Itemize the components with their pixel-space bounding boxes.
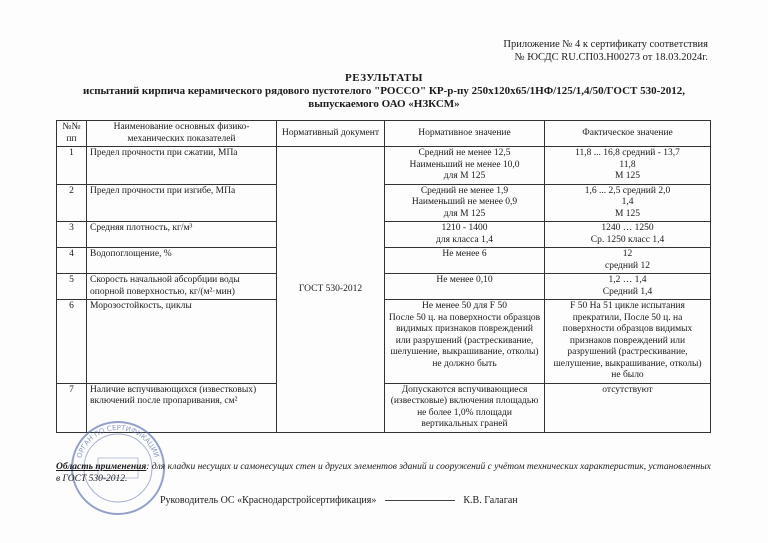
document-title <box>60 72 708 111</box>
signature-block <box>160 495 680 507</box>
actual-value <box>545 147 711 185</box>
row-number: 1 <box>57 147 87 185</box>
normative-value <box>385 147 545 185</box>
scope-of-application <box>56 461 712 485</box>
table-row <box>57 147 711 185</box>
actual-value <box>545 222 711 248</box>
normative-value-line: Наименьший не менее 10,0 <box>409 159 520 170</box>
header-doc: Нормативный документ <box>277 121 385 147</box>
normative-value-line: После 50 ц. на поверхности образцов видимых признаков повреждений или разрушений (растрескивание, шелушение, выкрашивание, отколы) не должно быть <box>388 312 541 369</box>
normative-value-line: Средний не менее 12,5 <box>418 148 511 158</box>
normative-value-line: для М 125 <box>443 208 486 219</box>
scope-lead: Область применения <box>56 462 147 472</box>
table-header-row <box>57 121 711 147</box>
indicator-name: Скорость начальной абсорбции воды опорной поверхностью, кг/(м²·мин) <box>87 274 277 300</box>
signature-line <box>385 500 455 501</box>
normative-value <box>385 222 545 248</box>
actual-value <box>545 300 711 384</box>
row-number: 6 <box>57 300 87 384</box>
header-num: №№ пп <box>57 121 87 147</box>
row-number: 7 <box>57 383 87 432</box>
actual-value <box>545 383 711 432</box>
signature-role: Руководитель ОС «Краснодарстройсертификация» <box>160 495 377 506</box>
signature-name: К.В. Галаган <box>463 495 518 506</box>
normative-value-line: Допускаются вспучивающиеся (известковые) включения площадью не более 1,0% площади вертикальных граней <box>390 384 539 429</box>
indicator-name: Предел прочности при изгибе, МПа <box>87 184 277 222</box>
row-number: 2 <box>57 184 87 222</box>
appendix-line-2: № ЮСДС RU.СП03.Н00273 от 18.03.2024г. <box>514 52 708 63</box>
normative-value-line: Средний не менее 1,9 <box>420 185 509 196</box>
actual-value <box>545 274 711 300</box>
actual-value <box>545 248 711 274</box>
normative-value-line: для М 125 <box>443 171 486 181</box>
actual-value-line: 12 <box>622 249 633 259</box>
svg-text:ОРГАН ПО СЕРТИФИКАЦИИ <box>75 424 160 459</box>
stamp-text: ОРГАН ПО СЕРТИФИКАЦИИ <box>75 423 161 460</box>
row-number: 4 <box>57 248 87 274</box>
appendix-line-1: Приложение № 4 к сертификату соответствия <box>503 39 708 50</box>
indicator-name: Морозостойкость, циклы <box>87 300 277 384</box>
actual-value <box>545 184 711 222</box>
normative-value-line: Наименьший не менее 0,9 <box>411 197 518 207</box>
actual-value-line: 11,8 <box>619 159 636 170</box>
normative-value-line: Не менее 6 <box>442 249 487 259</box>
indicator-name: Наличие вспучивающихся (известковых) включений после пропаривания, см² <box>87 383 277 432</box>
actual-value-line: Ср. 1250 класс 1,4 <box>590 234 665 245</box>
title-heading: РЕЗУЛЬТАТЫ <box>345 72 423 84</box>
normative-value-line: 1210 - 1400 <box>441 223 488 233</box>
indicator-name: Предел прочности при сжатии, МПа <box>87 147 277 185</box>
actual-value-line: 1,2 … 1,4 <box>608 275 647 285</box>
normative-value <box>385 248 545 274</box>
indicator-name: Водопоглощение, % <box>87 248 277 274</box>
actual-value-line: Средний 1,4 <box>602 286 653 297</box>
header-norm: Нормативное значение <box>385 121 545 147</box>
actual-value-line: 1240 … 1250 <box>601 223 654 233</box>
actual-value-line: М 125 <box>614 208 641 219</box>
results-table <box>56 120 711 433</box>
normative-value-line: Не менее 50 для F 50 <box>422 301 507 311</box>
actual-value-line: М 125 <box>614 171 641 181</box>
actual-value-line: 1,4 <box>621 197 634 207</box>
row-number: 3 <box>57 222 87 248</box>
actual-value-line: 1,6 ... 2,5 средний 2,0 <box>584 185 671 196</box>
normative-value <box>385 383 545 432</box>
actual-value-line: F 50 На 51 цикле испытания прекратили, После 50 ц. на поверхности образцов видимых признаков повреждений или разрушений (растрескивание, шелушение, выкрашивание, отколы) не было <box>553 301 702 380</box>
actual-value-line: отсутствуют <box>602 384 653 395</box>
title-subtitle: испытаний кирпича керамического рядового пустотелого "РОССО" КР-р-пу 250х120х65/1НФ/125/1,4/50/ГОСТ 530-2012, <box>82 85 686 97</box>
normative-value-line: для класса 1,4 <box>436 234 493 245</box>
title-producer: выпускаемого ОАО «НЗКСМ» <box>308 98 460 110</box>
header-name: Наименование основных физико-механических показателей <box>87 121 277 147</box>
actual-value-line: 11,8 ... 16,8 средний - 13,7 <box>575 148 680 158</box>
table-body <box>57 147 711 433</box>
normative-value <box>385 184 545 222</box>
appendix-header <box>503 38 708 64</box>
normative-document: ГОСТ 530-2012 <box>277 147 385 433</box>
header-actual: Фактическое значение <box>545 121 711 147</box>
normative-value <box>385 274 545 300</box>
scope-text: : для кладки несущих и самонесущих стен и других элементов зданий и сооружений с учётом технических характеристик, установленных в ГОСТ 530-2012. <box>56 462 711 484</box>
indicator-name: Средняя плотность, кг/м³ <box>87 222 277 248</box>
normative-value <box>385 300 545 384</box>
normative-value-line: Не менее 0,10 <box>436 275 493 285</box>
actual-value-line: средний 12 <box>604 260 651 271</box>
row-number: 5 <box>57 274 87 300</box>
